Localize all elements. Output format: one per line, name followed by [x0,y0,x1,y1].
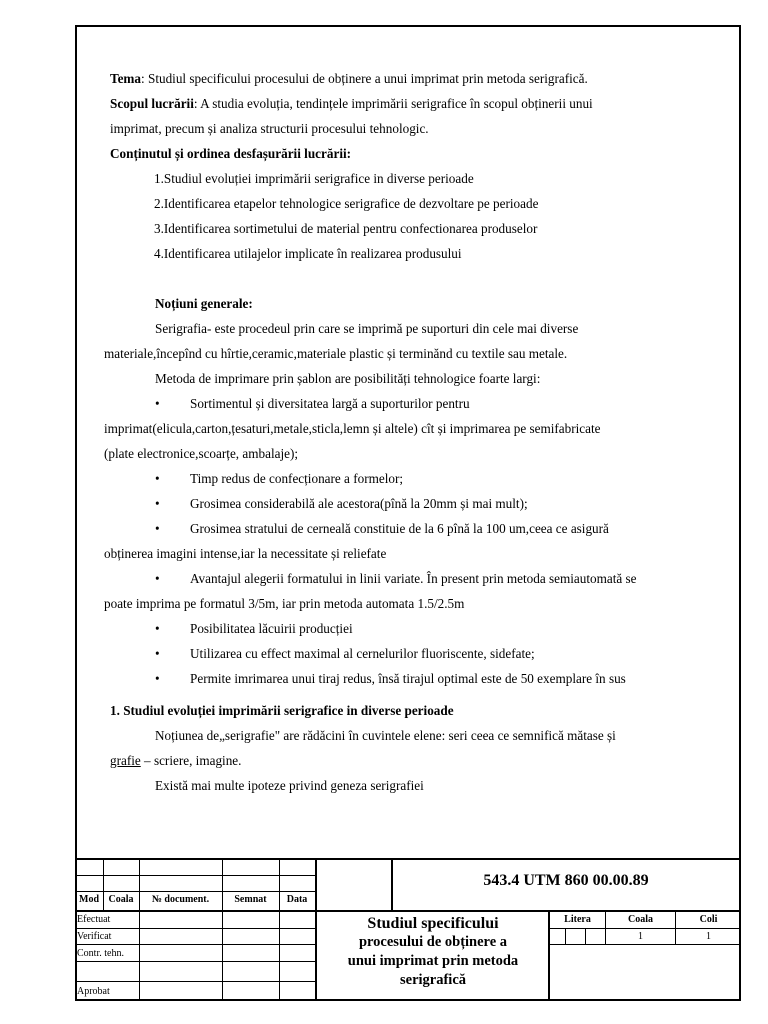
continut-item-3: 3.Identificarea sortimetului de material pentru confectionarea produselor [154,221,538,236]
value-coli: 1 [706,931,711,942]
row-contr-tehn: Contr. tehn. [77,948,124,959]
header-coli: Coli [699,914,718,925]
work-title: Studiul specificului procesului de obținere a unui imprimat prin metoda serigrafică [347,915,519,988]
bullet-item: • Avantajul alegerii formatului in linii variate. În present prin metoda semiautomată se [110,566,725,591]
header-semnat: Semnat [234,894,267,905]
bullet-icon: • [155,671,160,686]
bullet-item: • Posibilitatea lăcuirii producției [110,616,725,641]
bullet-cont: imprimat(elicula,carton,țesaturi,metale,sticla,lemn și altele) cît și imprimarea pe semifabricate [104,421,601,436]
header-coala: Coala [108,894,134,905]
bullet-icon: • [155,621,160,636]
scop-label: Scopul lucrării [110,96,194,111]
tema-text: : Studiul specificului procesului de obținere a unui imprimat prin metoda serigrafică. [141,71,588,86]
bullet-icon: • [155,646,160,661]
bullet-item: • Timp redus de confecționare a formelor; [110,466,725,491]
section1-p1: Noțiunea de„serigrafie" are rădăcini în cuvintele elene: seri ceea ce semnifică mătase și [155,728,616,743]
bullet-icon: • [155,396,160,411]
header-coala-right: Coala [628,914,653,925]
header-data: Data [286,894,308,905]
serigrafia-p1: Serigrafia- este procedeul prin care se imprimă pe suporturi din cele mai diverse [155,321,579,336]
section1-p2: Există mai multe ipoteze privind geneza serigrafiei [155,778,424,793]
row-aprobat: Aprobat [77,986,110,997]
document-body [104,66,725,798]
scop-line-2: imprimat, precum și analiza structurii procesului tehnologic. [110,121,429,136]
bullet-item: • Sortimentul și diversitatea largă a suporturilor pentru [110,391,725,416]
row-efectuat: Efectuat [77,914,111,925]
metoda-paragraph: Metoda de imprimare prin șablon are posibilități tehnologice foarte largi: [155,371,541,386]
bullet-item: • Grosimea considerabilă ale acestora(pînă la 20mm și mai mult); [110,491,725,516]
tema-line [110,66,725,91]
value-coala: 1 [638,931,643,942]
header-mod: Mod [79,894,99,905]
scop-line [110,91,725,116]
continut-item-1: 1.Studiul evoluției imprimării serigrafice in diverse perioade [154,171,474,186]
bullet-icon: • [155,521,160,536]
header-litera: Litera [564,914,591,925]
continut-item-2: 2.Identificarea etapelor tehnologice serigrafice de dezvoltare pe perioade [154,196,539,211]
tema-label: Tema [110,71,142,86]
bullet-icon: • [155,496,160,511]
bullet-item: • Permite imrimarea unui tiraj redus, însă tirajul optimal este de 50 exemplare în sus [110,666,725,691]
document-code: 543.4 UTM 860 00.00.89 [483,872,649,889]
grafie-word: grafie [110,753,141,768]
scop-text: : A studia evoluția, tendințele imprimării serigrafice în scopul obținerii unui [193,96,593,111]
bullet-icon: • [155,571,160,586]
title-block [75,858,741,1001]
serigrafia-p2: materiale,începînd cu hîrtie,ceramic,materiale plastic și terminănd cu textile sau metale. [104,346,568,361]
continut-item-4: 4.Identificarea utilajelor implicate în realizarea produsului [154,246,462,261]
bullet-cont: poate imprima pe formatul 3/5m, iar prin metoda automata 1.5/2.5m [104,596,465,611]
notiuni-title: Noțiuni generale: [155,296,253,311]
bullet-cont: obținerea imagini intense,iar la necessitate și reliefate [104,546,387,561]
bullet-icon: • [155,471,160,486]
section1-title: 1. Studiul evoluției imprimării serigrafice in diverse perioade [110,703,454,718]
row-verificat: Verificat [77,931,112,942]
bullet-item: • Utilizarea cu effect maximal al cernelurilor fluoriscente, sidefate; [110,641,725,666]
section1-p1b: grafie – scriere, imagine. [110,753,242,768]
header-document: № document. [151,894,210,905]
bullet-item: • Grosimea stratului de cerneală constituie de la 6 pînă la 100 um,ceea ce asigură [110,516,725,541]
continut-title: Conținutul și ordinea desfașurării lucrării: [110,146,352,161]
bullet-cont: (plate electronice,scoarțe, ambalaje); [104,446,299,461]
